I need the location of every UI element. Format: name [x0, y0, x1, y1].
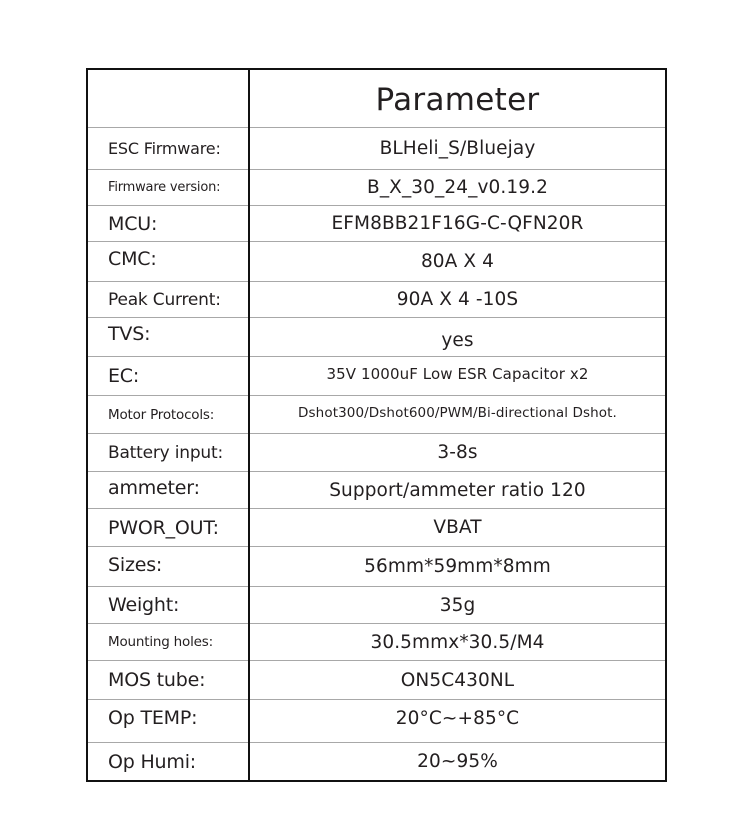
row-label: Sizes:: [108, 553, 163, 576]
row-label: Peak Current:: [108, 289, 221, 310]
row-value: EFM8BB21F16G-C-QFN20R: [331, 213, 584, 234]
row-value: B_X_30_24_v0.19.2: [367, 177, 548, 198]
table-row-pwor-out: [88, 509, 665, 547]
table-row-ec: [88, 357, 665, 396]
row-label: PWOR_OUT:: [108, 516, 219, 539]
row-value: 90A X 4 -10S: [396, 289, 519, 310]
row-label: CMC:: [108, 247, 157, 270]
row-label: EC:: [108, 365, 140, 387]
header-title: Parameter: [375, 81, 540, 118]
row-value: 80A X 4: [420, 251, 495, 272]
row-label: Firmware version:: [108, 180, 221, 195]
table-row-weight: [88, 587, 665, 624]
row-label: ammeter:: [108, 477, 200, 499]
table-row-mcu: [88, 206, 665, 242]
column-divider: [248, 70, 250, 780]
row-label: TVS:: [108, 323, 151, 345]
table-row-sizes: [88, 547, 665, 587]
table-row-peak-current: [88, 282, 665, 318]
row-value: yes: [441, 329, 474, 351]
row-label: Battery input:: [108, 442, 223, 463]
table-row-motor-protocols: [88, 396, 665, 434]
row-label: Op TEMP:: [108, 707, 198, 729]
row-value: 56mm*59mm*8mm: [364, 556, 551, 577]
table-row-cmc: [88, 242, 665, 282]
row-value: VBAT: [433, 517, 482, 538]
table-row-battery-input: [88, 434, 665, 472]
row-value: 20°C~+85°C: [395, 707, 520, 729]
row-value: 30.5mmx*30.5/M4: [370, 631, 545, 653]
table-row-tvs: [88, 318, 665, 357]
header-label-cell: [108, 70, 248, 127]
row-value: 20~95%: [417, 751, 498, 772]
table-header-row: [88, 70, 665, 128]
row-value: Support/ammeter ratio 120: [329, 479, 586, 501]
table-row-ammeter: [88, 472, 665, 509]
row-label: MCU:: [108, 212, 158, 235]
row-value: 3-8s: [437, 442, 478, 463]
table-row-firmware-version: [88, 170, 665, 206]
row-label: Motor Protocols:: [108, 406, 215, 423]
row-label: MOS tube:: [108, 669, 206, 691]
table-row-op-temp: [88, 700, 665, 743]
row-label: Mounting holes:: [108, 634, 213, 650]
table-row-esc-firmware: [88, 128, 665, 170]
parameter-table: [86, 68, 667, 782]
row-value: 35g: [439, 594, 476, 616]
table-row-mounting-holes: [88, 624, 665, 661]
table-row-mos-tube: [88, 661, 665, 700]
row-label: Op Humi:: [108, 750, 196, 773]
row-value: Dshot300/Dshot600/PWM/Bi-directional Dshot.: [298, 404, 617, 421]
row-value: BLHeli_S/Bluejay: [379, 138, 536, 159]
row-value: ON5C430NL: [400, 669, 515, 691]
row-label: Weight:: [108, 594, 180, 616]
row-label: ESC Firmware:: [108, 139, 221, 158]
row-value: 35V 1000uF Low ESR Capacitor x2: [326, 365, 589, 383]
table-row-op-humi: [88, 743, 665, 780]
